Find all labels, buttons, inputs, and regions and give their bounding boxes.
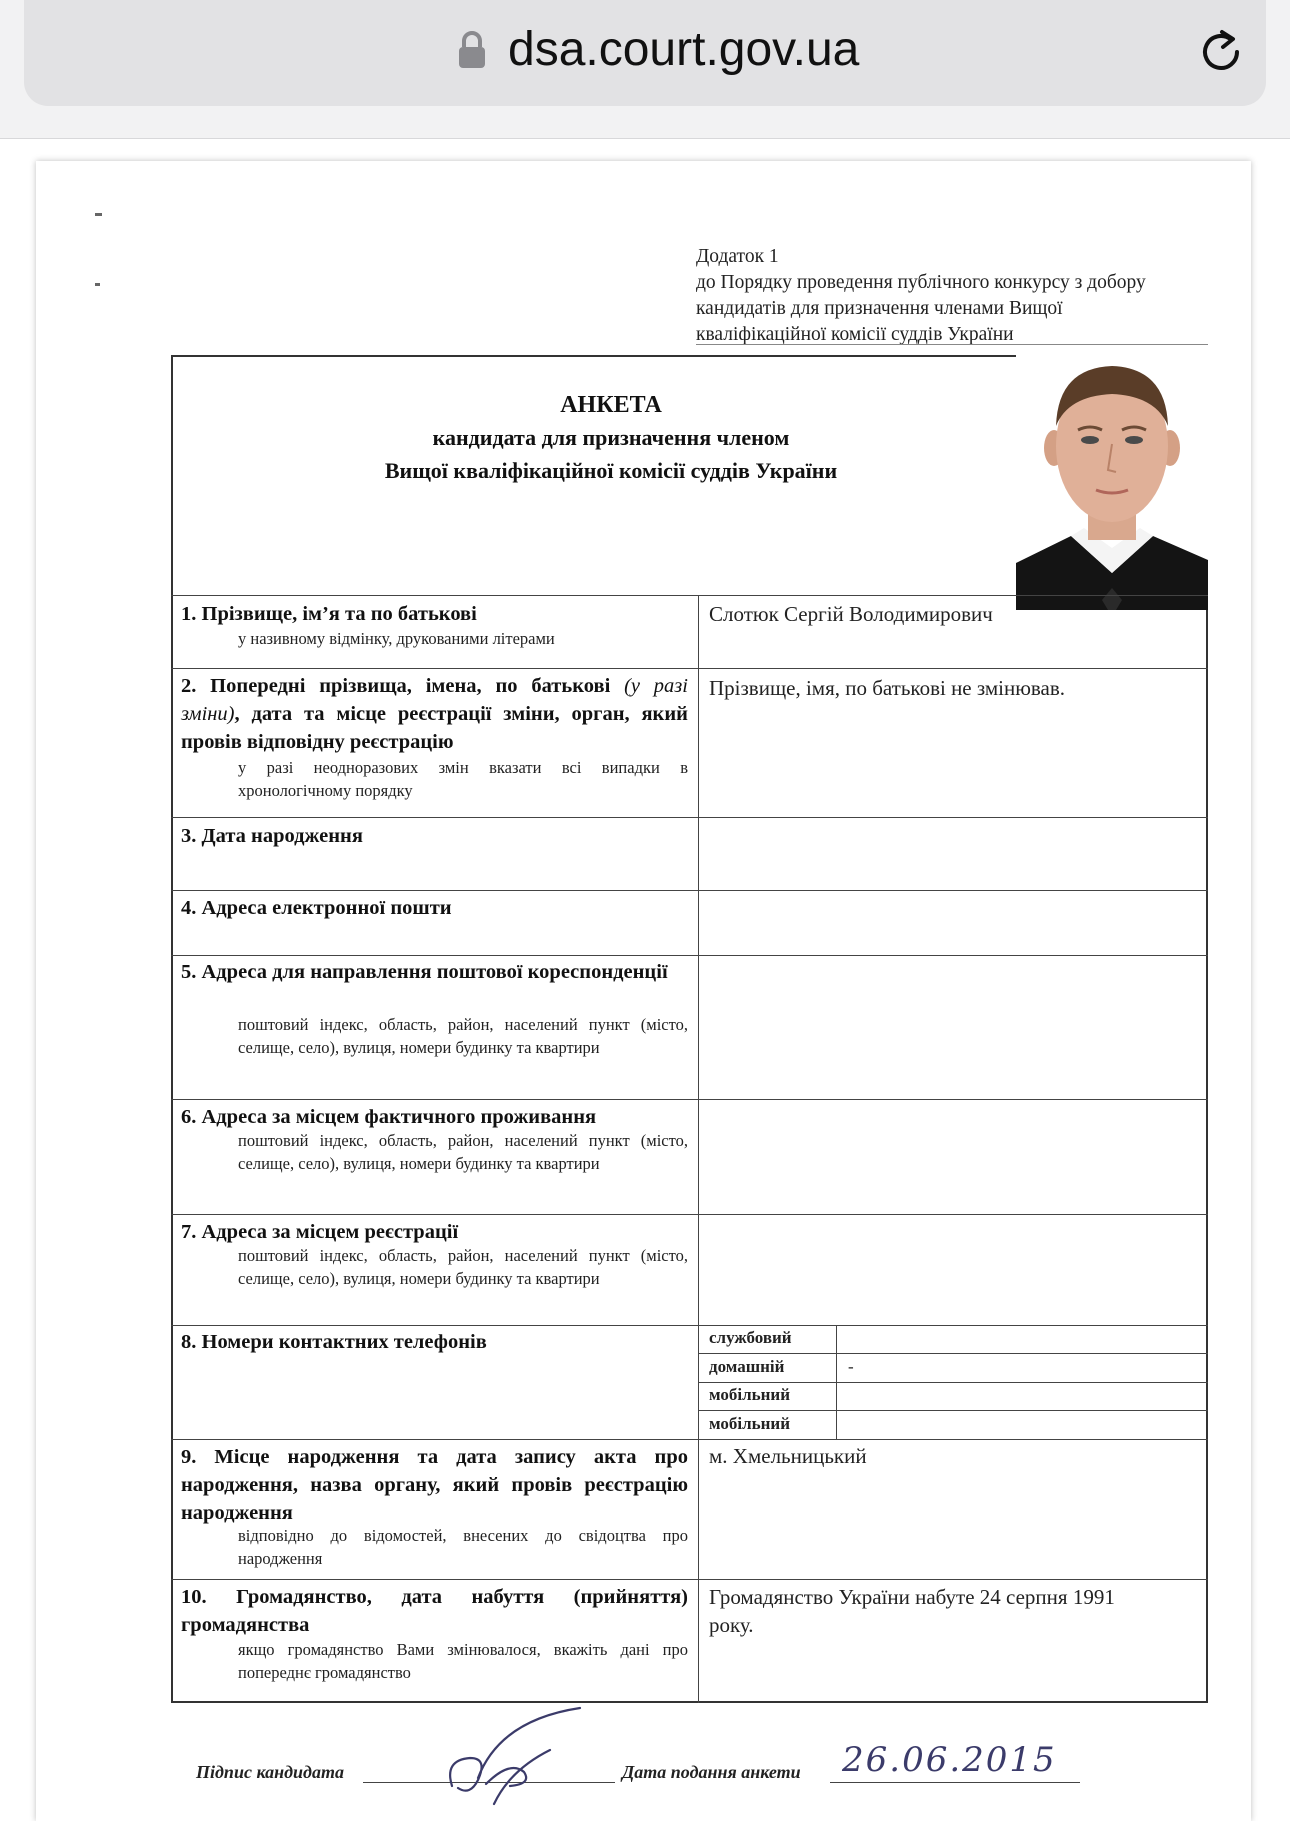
row-divider — [171, 955, 1208, 956]
question-2-rest: , дата та місце реєстрації зміни, орган, який провів відповідну реєстрацію — [181, 703, 688, 753]
phone-type-home: домашній — [709, 1357, 785, 1376]
scan-speck — [95, 213, 102, 216]
hint-2: у разі неодноразових змін вказати всі випадки в хронологічному порядку — [238, 758, 688, 800]
lock-icon — [457, 30, 487, 70]
phone-type-mobile-2: мобільний — [709, 1414, 790, 1433]
question-9: 9. Місце народження та дата запису акта про народження, назва органу, який провів реєстрацію народження — [181, 1446, 688, 1524]
browser-toolbar — [0, 0, 1290, 139]
question-8: 8. Номери контактних телефонів — [181, 1331, 487, 1353]
row-divider — [171, 1439, 1208, 1440]
row-divider — [171, 1099, 1208, 1100]
question-6: 6. Адреса за місцем фактичного проживання — [181, 1106, 597, 1128]
question-5: 5. Адреса для направлення поштової кореспонденції — [181, 961, 668, 983]
question-2-italic: (у разі зміни) — [181, 675, 689, 725]
hint-10: якщо громадянство Вами змінювалося, вкажіть дані про попереднє громадянство — [238, 1640, 688, 1682]
date-label: Дата подання анкети — [622, 1762, 801, 1782]
phone-row-divider — [698, 1382, 1208, 1383]
hint-6: поштовий індекс, область, район, населений пункт (місто, селище, село), вулиця, номери будинку та квартири — [238, 1131, 688, 1173]
answer-1: Слотюк Сергій Володимирович — [709, 602, 993, 626]
question-10: 10. Громадянство, дата набуття (прийняття) громадянства — [181, 1586, 688, 1636]
phone-type-work: службовий — [709, 1328, 792, 1347]
form-title: АНКЕТА — [560, 392, 662, 418]
question-3: 3. Дата народження — [181, 825, 363, 847]
phone-row-divider — [698, 1410, 1208, 1411]
url-text[interactable]: dsa.court.gov.ua — [508, 23, 860, 76]
annex-underline — [696, 344, 1208, 345]
row-divider — [171, 1579, 1208, 1580]
answer-10: Громадянство України набуте 24 серпня 1991 року. — [709, 1585, 1115, 1637]
column-divider — [698, 595, 699, 1703]
candidate-photo — [1016, 348, 1208, 610]
question-2 — [181, 672, 688, 756]
signature-scribble — [440, 1700, 600, 1810]
hint-5: поштовий індекс, область, район, населений пункт (місто, селище, село), вулиця, номери будинку та квартири — [238, 1015, 688, 1057]
annex-note — [696, 244, 1216, 348]
phone-type-mobile-1: мобільний — [709, 1385, 790, 1404]
answer-2: Прізвище, імя, по батькові не змінював. — [709, 676, 1066, 700]
question-2-label: 2. Попередні прізвища, імена, по батькові — [181, 675, 611, 697]
date-line — [830, 1782, 1080, 1783]
annex-line: кваліфікаційної комісії суддів України — [696, 324, 1014, 345]
phone-value-home: - — [848, 1357, 854, 1376]
question-7: 7. Адреса за місцем реєстрації — [181, 1221, 459, 1243]
hint-9: відповідно до відомостей, внесених до свідоцтва про народження — [238, 1526, 688, 1568]
row-divider — [171, 595, 1208, 596]
submission-date: 26.06.2015 — [842, 1740, 1057, 1780]
row-divider — [171, 890, 1208, 891]
scan-speck — [95, 283, 100, 286]
row-divider — [171, 1325, 1208, 1326]
address-bar[interactable] — [24, 0, 1266, 106]
reload-icon[interactable] — [1198, 26, 1246, 78]
annex-line: Додаток 1 — [696, 246, 779, 267]
phone-row-divider — [698, 1353, 1208, 1354]
row-divider — [171, 668, 1208, 669]
annex-line: до Порядку проведення публічного конкурсу з добору — [696, 272, 1146, 293]
row-divider — [171, 817, 1208, 818]
annex-line: кандидатів для призначення членами Вищої — [696, 298, 1063, 319]
signature-label: Підпис кандидата — [196, 1762, 344, 1782]
form-subtitle-2: Вищої кваліфікаційної комісії суддів України — [384, 458, 838, 483]
answer-9: м. Хмельницький — [709, 1444, 867, 1468]
question-4: 4. Адреса електронної пошти — [181, 897, 452, 919]
form-subtitle-1: кандидата для призначення членом — [432, 425, 790, 450]
hint-1: у називному відмінку, друкованими літерами — [238, 629, 555, 648]
question-1: 1. Прізвище, ім’я та по батькові — [181, 603, 477, 625]
hint-7: поштовий індекс, область, район, населений пункт (місто, селище, село), вулиця, номери будинку та квартири — [238, 1246, 688, 1288]
row-divider — [171, 1214, 1208, 1215]
